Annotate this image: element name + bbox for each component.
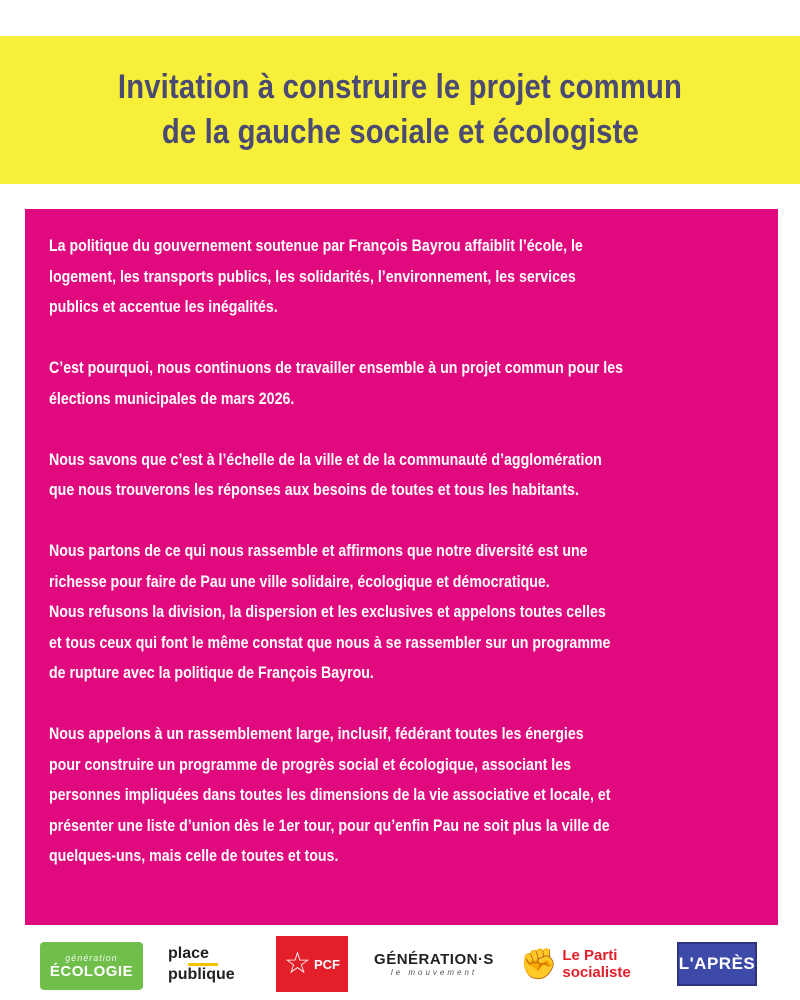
text-line: quelques-uns, mais celle de toutes et tous. xyxy=(49,847,339,865)
text-line: Nous savons que c’est à l’échelle de la ville et de la communauté d’agglomération xyxy=(49,450,602,469)
rose-fist-icon: ✊ xyxy=(520,947,558,981)
logo-text: Le Parti xyxy=(562,947,618,964)
lapres-logo xyxy=(677,942,757,986)
paragraph-5 xyxy=(49,719,754,872)
text-line: C’est pourquoi, nous continuons de travailler ensemble à un projet commun pour les xyxy=(49,359,623,377)
paragraph-3 xyxy=(49,445,754,506)
pcf-logo xyxy=(276,936,348,992)
logo-text: ÉCOLOGIE xyxy=(49,962,134,980)
text-line: pour construire un programme de progrès social et écologique, associant les xyxy=(49,755,572,774)
text-line: Nous appelons à un rassemblement large, inclusif, fédérant toutes les énergies xyxy=(49,725,584,743)
text-line: présenter une liste d’union dès le 1er tour, pour qu’enfin Pau ne soit plus la ville de xyxy=(49,816,610,835)
logo-text: GÉNÉRATION·S xyxy=(374,951,494,968)
text-line: richesse pour faire de Pau une ville solidaire, écologique et démocratique. xyxy=(49,572,550,591)
text-line: Nous refusons la division, la dispersion et les exclusives et appelons toutes celles xyxy=(49,603,606,621)
text-line: que nous trouverons les réponses aux besoins de toutes et tous les habitants. xyxy=(49,481,579,499)
logo-text: L'APRÈS xyxy=(678,954,756,973)
logo-text: socialiste xyxy=(562,964,631,981)
text-line: et tous ceux qui font le même constat que nous à se rassembler sur un programme xyxy=(49,633,611,652)
text-line: Nous partons de ce qui nous rassemble et affirmons que notre diversité est une xyxy=(49,542,588,560)
logo-text: PCF xyxy=(313,956,340,972)
text-line: de rupture avec la politique de François Bayrou. xyxy=(49,664,374,682)
star-hammer-icon: ☆ xyxy=(284,947,311,980)
text-line: logement, les transports publics, les solidarités, l’environnement, les services xyxy=(49,267,576,286)
title-banner xyxy=(0,36,800,184)
place-publique-logo xyxy=(168,936,258,992)
generation-ecologie-logo xyxy=(40,942,143,990)
text-line: La politique du gouvernement soutenue par François Bayrou affaiblit l’école, le xyxy=(49,237,583,255)
page-title-line-1: Invitation à construire le projet commun xyxy=(117,68,683,106)
logo-text: génération xyxy=(65,952,118,963)
page-title-line-2: de la gauche sociale et écologiste xyxy=(161,113,639,151)
logo-text: le mouvement xyxy=(390,968,478,977)
paragraph-4 xyxy=(49,536,754,689)
text-line: personnes impliquées dans toutes les dimensions de la vie associative et locale, et xyxy=(49,786,611,804)
logo-text: place xyxy=(168,944,209,962)
paragraph-2 xyxy=(49,353,754,414)
paragraph-1 xyxy=(49,231,754,323)
generations-logo xyxy=(368,936,500,992)
text-line: élections municipales de mars 2026. xyxy=(49,389,295,408)
party-logos xyxy=(0,936,800,994)
logo-text: publique xyxy=(168,965,235,983)
text-line: publics et accentue les inégalités. xyxy=(49,298,278,316)
parti-socialiste-logo xyxy=(520,936,648,992)
text-panel xyxy=(25,209,778,925)
